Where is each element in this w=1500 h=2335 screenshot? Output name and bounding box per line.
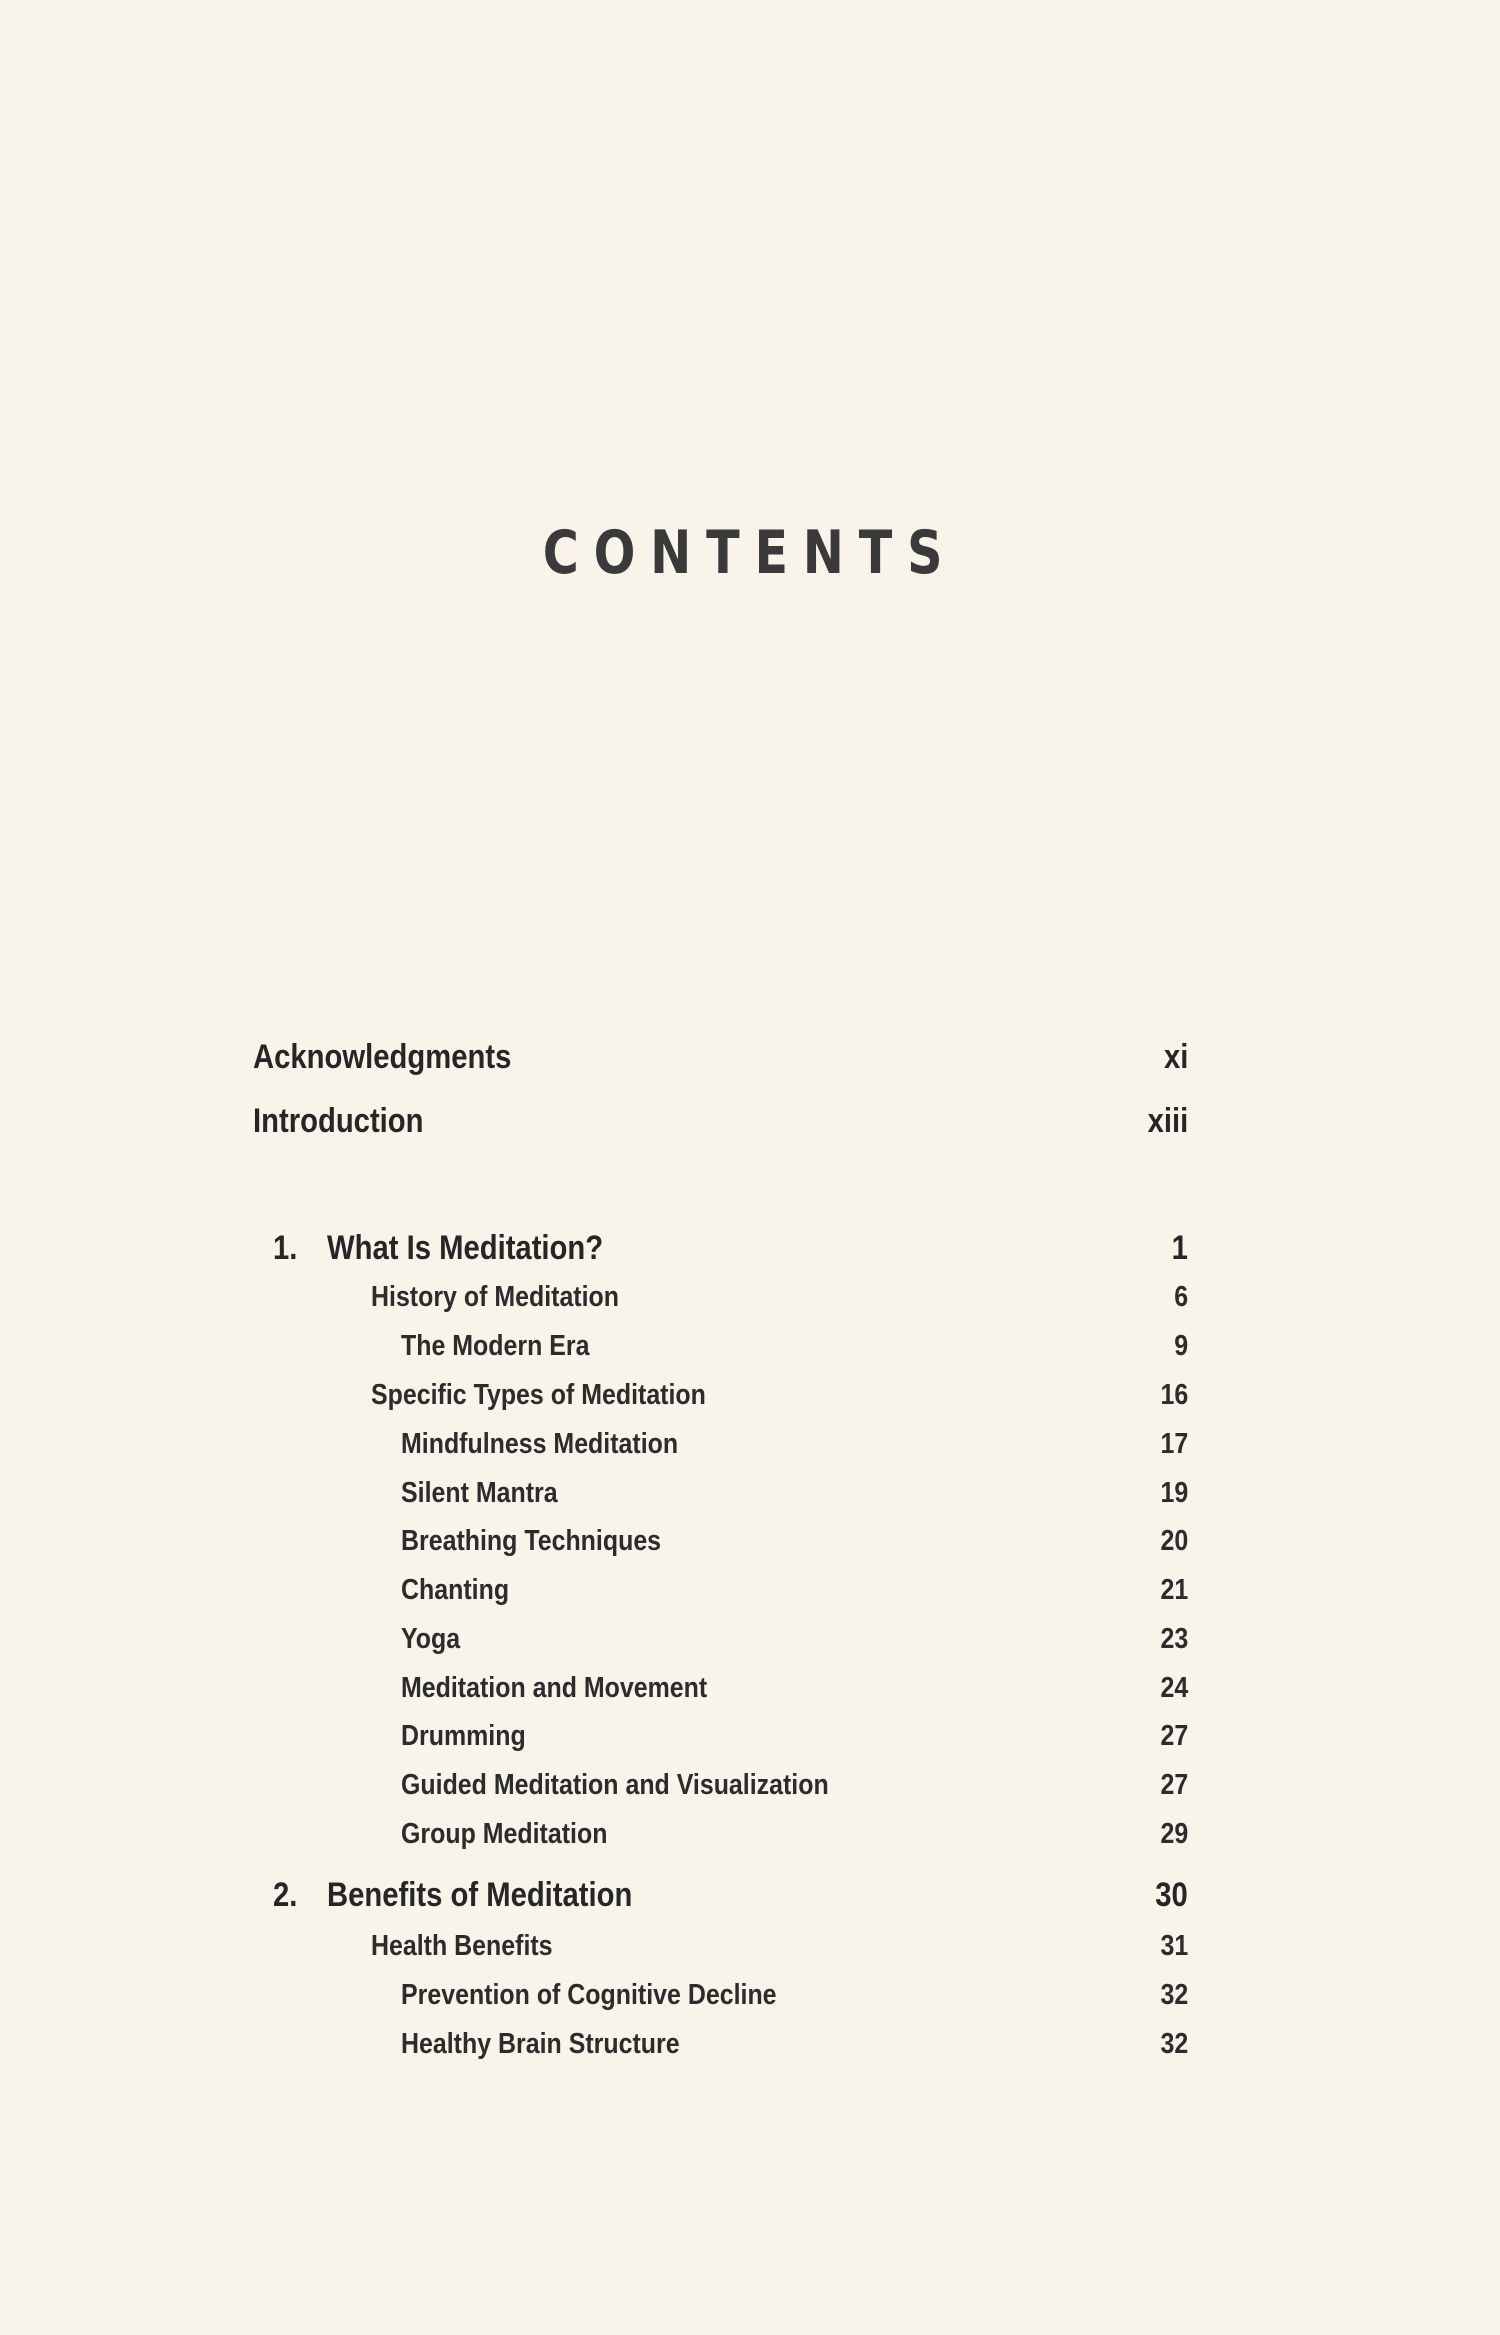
toc-entry-label: Specific Types of Meditation <box>371 1379 706 1411</box>
toc-entry-label: Acknowledgments <box>253 1038 512 1076</box>
toc-entry-label: Health Benefits <box>371 1930 553 1962</box>
toc-subsection <box>0 2028 1500 2072</box>
toc-entry-label: History of Meditation <box>371 1281 620 1313</box>
toc-section <box>0 1930 1500 1974</box>
toc-entry-page: 27 <box>1160 1769 1188 1801</box>
toc-subsection <box>0 1330 1500 1374</box>
chapter-number: 1. <box>273 1229 298 1267</box>
toc-subsection <box>0 1525 1500 1569</box>
page-title: CONTENTS <box>542 518 958 588</box>
toc-entry-page: 32 <box>1160 1979 1188 2011</box>
toc-entry-page: xi <box>1163 1038 1188 1076</box>
toc-section <box>0 1379 1500 1423</box>
toc-subsection <box>0 1477 1500 1521</box>
toc-entry-label: Chanting <box>401 1574 510 1606</box>
toc-entry-label: Meditation and Movement <box>401 1672 708 1704</box>
toc-entry-label: Mindfulness Meditation <box>401 1428 679 1460</box>
toc-entry-page: 20 <box>1160 1525 1188 1557</box>
toc-entry-page: 29 <box>1160 1818 1188 1850</box>
chapter-page: 30 <box>1155 1876 1188 1914</box>
toc-entry-introduction <box>0 1102 1500 1146</box>
toc-subsection <box>0 1979 1500 2023</box>
toc-entry-page: 17 <box>1160 1428 1188 1460</box>
toc-entry-label: Introduction <box>253 1102 424 1140</box>
toc-subsection <box>0 1769 1500 1813</box>
toc-subsection <box>0 1672 1500 1716</box>
toc-entry-page: xiii <box>1147 1102 1188 1140</box>
toc-chapter-2 <box>0 1876 1500 1920</box>
toc-subsection <box>0 1720 1500 1764</box>
chapter-title: Benefits of Meditation <box>327 1876 633 1914</box>
toc-entry-page: 31 <box>1160 1930 1188 1962</box>
toc-entry-label: Silent Mantra <box>401 1477 558 1509</box>
chapter-title: What Is Meditation? <box>327 1229 604 1267</box>
toc-entry-page: 6 <box>1174 1281 1188 1313</box>
toc-entry-label: Prevention of Cognitive Decline <box>401 1979 777 2011</box>
toc-entry-page: 21 <box>1160 1574 1188 1606</box>
chapter-page: 1 <box>1171 1229 1188 1267</box>
toc-entry-page: 24 <box>1160 1672 1188 1704</box>
toc-chapter-1 <box>0 1229 1500 1273</box>
toc-subsection <box>0 1574 1500 1618</box>
toc-subsection <box>0 1428 1500 1472</box>
chapter-number: 2. <box>273 1876 298 1914</box>
toc-entry-acknowledgments <box>0 1038 1500 1082</box>
toc-entry-label: Yoga <box>401 1623 461 1655</box>
toc-entry-label: Healthy Brain Structure <box>401 2028 680 2060</box>
toc-section <box>0 1281 1500 1325</box>
toc-entry-page: 32 <box>1160 2028 1188 2060</box>
toc-entry-label: The Modern Era <box>401 1330 590 1362</box>
toc-subsection <box>0 1818 1500 1862</box>
toc-entry-page: 27 <box>1160 1720 1188 1752</box>
toc-entry-label: Group Meditation <box>401 1818 608 1850</box>
toc-subsection <box>0 1623 1500 1667</box>
toc-entry-label: Guided Meditation and Visualization <box>401 1769 829 1801</box>
toc-entry-page: 19 <box>1160 1477 1188 1509</box>
toc-entry-page: 23 <box>1160 1623 1188 1655</box>
toc-entry-page: 9 <box>1174 1330 1188 1362</box>
toc-entry-label: Drumming <box>401 1720 526 1752</box>
toc-entry-label: Breathing Techniques <box>401 1525 662 1557</box>
toc-entry-page: 16 <box>1160 1379 1188 1411</box>
